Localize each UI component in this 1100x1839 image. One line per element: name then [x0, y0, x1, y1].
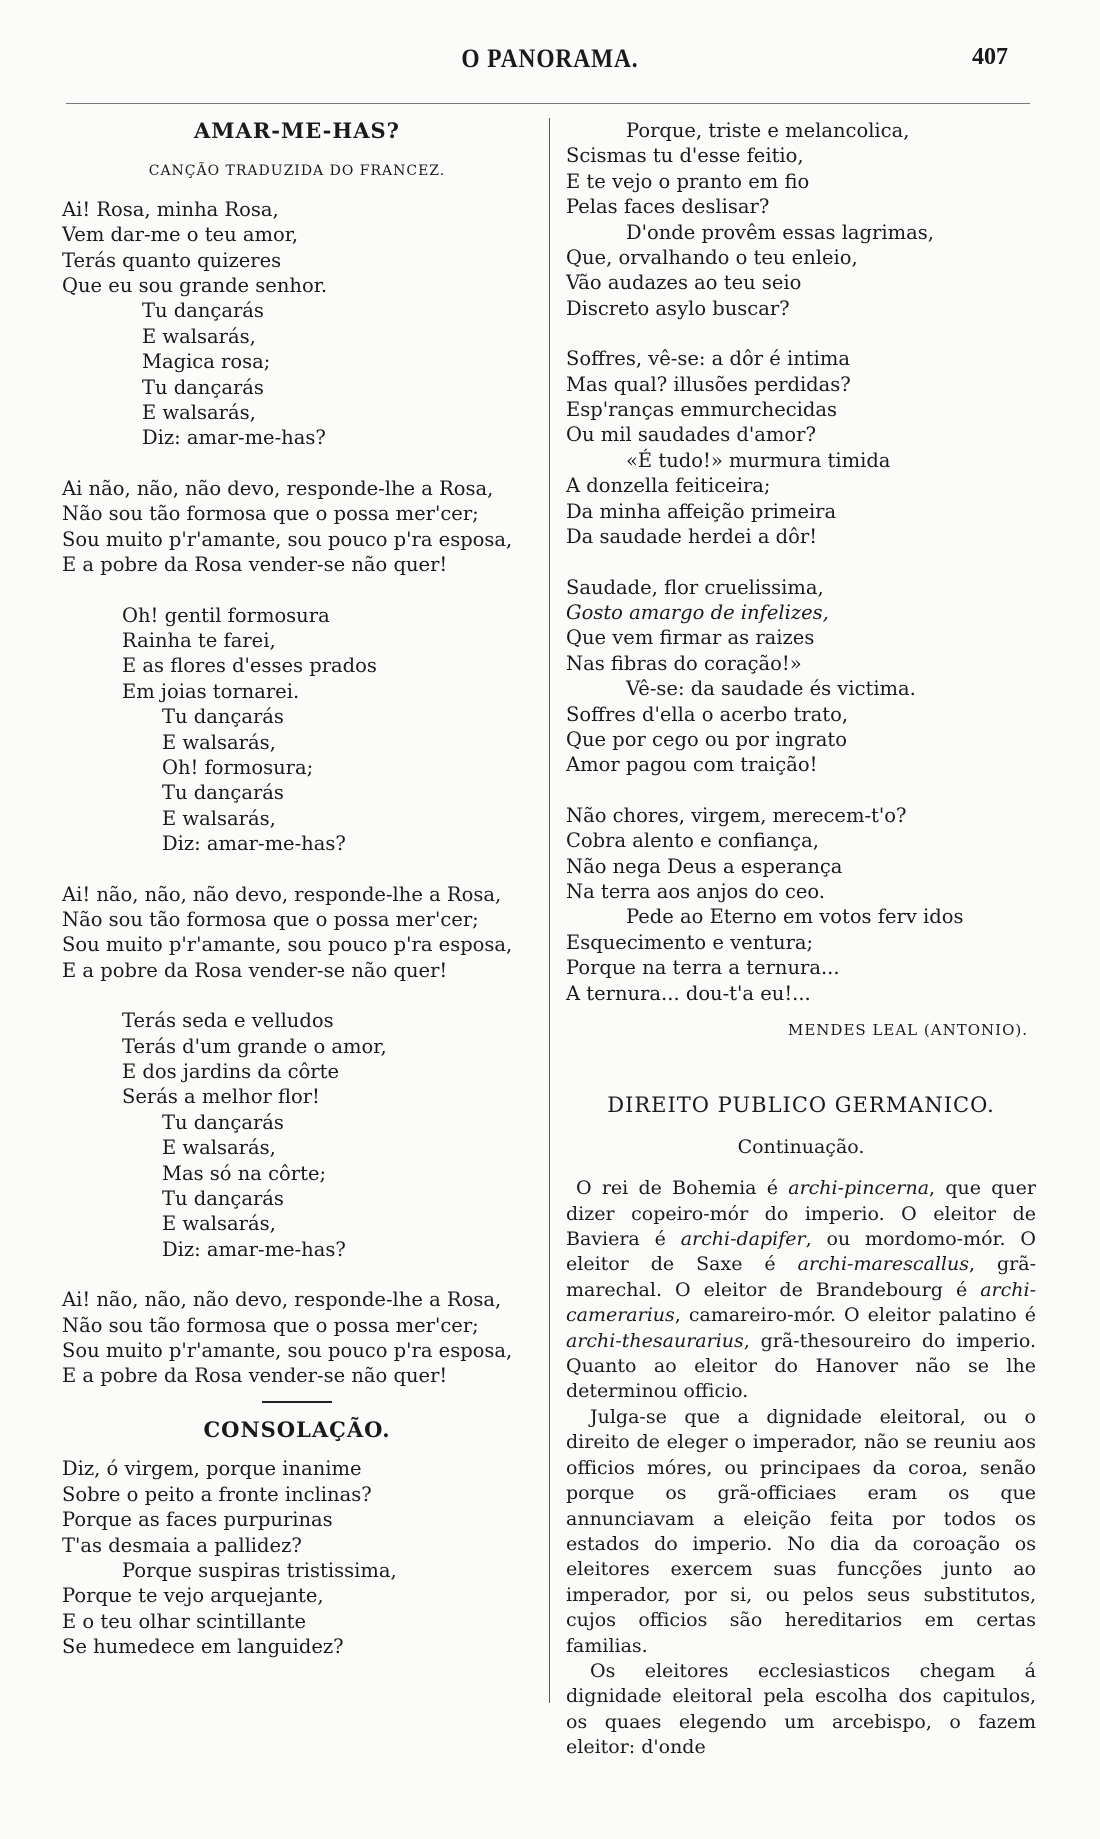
- verse-line: Pede ao Eterno em votos ferv idos: [626, 905, 964, 929]
- verse-line: Soffres d'ella o acerbo trato,: [566, 702, 849, 726]
- verse-line: Mas qual? illusões perdidas?: [566, 372, 851, 396]
- verse-line: Porque, triste e melancolica,: [626, 119, 910, 142]
- verse-line: Ai! Rosa, minha Rosa,: [62, 197, 279, 221]
- verse-line: Serás a melhor flor!: [122, 1085, 320, 1109]
- article-title: DIREITO PUBLICO GERMANICO.: [607, 1093, 995, 1118]
- column-divider: [549, 118, 550, 1703]
- latin-term: archi-camerarius: [566, 1278, 1036, 1327]
- verse-line: Scismas tu d'esse feitio,: [566, 144, 804, 168]
- verse-line: Porque as faces purpurinas: [62, 1508, 333, 1532]
- verse-line: E o teu olhar scintillante: [62, 1609, 307, 1633]
- stanza: [62, 1008, 532, 1262]
- running-title: O PANORAMA.: [461, 44, 639, 73]
- verse-line: E walsarás,: [162, 730, 276, 754]
- poem-title: AMAR-ME-HAS?: [194, 118, 400, 143]
- verse-line: Sobre o peito a fronte inclinas?: [62, 1482, 372, 1506]
- verse-line: Da saudade herdei a dôr!: [566, 525, 818, 549]
- verse-line: A donzella feiticeira;: [566, 474, 771, 498]
- article-body: [566, 1176, 1036, 1760]
- verse-line: Sou muito p'r'amante, sou pouco p'ra esposa,: [62, 1339, 513, 1363]
- verse-line: E a pobre da Rosa vender-se não quer!: [62, 958, 448, 982]
- article-paragraph: [566, 1176, 1036, 1405]
- poem-continuation: [566, 118, 1036, 1006]
- stanza: [566, 118, 1036, 321]
- verse-line: Sou muito p'r'amante, sou pouco p'ra esposa,: [62, 527, 513, 551]
- verse-line: Sou muito p'r'amante, sou pouco p'ra esposa,: [62, 933, 513, 957]
- verse-line: Porque te vejo arquejante,: [62, 1584, 324, 1608]
- verse-line: Em joias tornarei.: [122, 679, 300, 703]
- verse-line: E walsarás,: [162, 1212, 276, 1236]
- verse-line: E te vejo o pranto em fio: [566, 169, 810, 193]
- latin-term: archi-thesaurarius: [566, 1329, 744, 1352]
- verse-line: Saudade, flor cruelissima,: [566, 575, 824, 599]
- poem-body-consolacao: [62, 1456, 532, 1659]
- verse-line: Magica rosa;: [142, 350, 271, 374]
- verse-line: Tu dançarás: [162, 1187, 284, 1211]
- verse-line: Oh! formosura;: [162, 755, 314, 779]
- stanza: [62, 197, 532, 451]
- header-rule: [66, 103, 1030, 104]
- verse-line: E as flores d'esses prados: [122, 654, 377, 678]
- verse-line: Amor pagou com traição!: [566, 753, 818, 777]
- verse-line: Que, orvalhando o teu enleio,: [566, 246, 858, 270]
- verse-line: Cobra alento e confiança,: [566, 829, 819, 853]
- verse-line: Ai! não, não, não devo, responde-lhe a Rosa,: [62, 1288, 502, 1312]
- verse-line: Esp'ranças emmurchecidas: [566, 398, 838, 422]
- verse-line: «É tudo!» murmura timida: [626, 448, 891, 472]
- verse-line: Tu dançarás: [162, 1110, 284, 1134]
- section-rule: [262, 1401, 332, 1403]
- verse-line: Esquecimento e ventura;: [566, 930, 814, 954]
- text-run: O rei de Bohemia é: [576, 1177, 789, 1200]
- latin-term: archi-pincerna: [788, 1177, 930, 1200]
- article-paragraph: Julga-se que a dignidade eleitoral, ou o direito de eleger o imperador, não se reuniu aos officios móres, ou principaes da coroa, senão porque os grã-officiaes eram os que annunciavam a eleição feita por todos os estados do imperio. No dia da coroação os eleitores exercem suas funcções junto ao imperador, por si, ou pelos seus substitutos, cujos officios são hereditarios em certas familias.: [566, 1405, 1036, 1657]
- verse-line: Não sou tão formosa que o possa mer'cer;: [62, 1313, 479, 1337]
- text-run: , que quer dizer copeiro-mór do imperio. O eleitor de Baviera é: [566, 1177, 1036, 1251]
- verse-line: Vem dar-me o teu amor,: [62, 223, 299, 247]
- verse-line: Rainha te farei,: [122, 628, 276, 652]
- verse-line: Diz: amar-me-has?: [162, 832, 346, 856]
- verse-line: E a pobre da Rosa vender-se não quer!: [62, 553, 448, 577]
- text-run: , camareiro-mór. O eleitor palatino é: [674, 1304, 1036, 1327]
- verse-line: Se humedece em languidez?: [62, 1635, 344, 1659]
- stanza: [62, 882, 532, 984]
- author-signature: MENDES LEAL (ANTONIO).: [787, 1021, 1028, 1039]
- verse-line: Na terra aos anjos do ceo.: [566, 879, 825, 903]
- verse-line: T'as desmaia a pallidez?: [62, 1533, 302, 1557]
- verse-line: Diz: amar-me-has?: [162, 1237, 346, 1261]
- verse-line: Tu dançarás: [162, 781, 284, 805]
- verse-line: E walsarás,: [142, 401, 256, 425]
- page-number: 407: [972, 44, 1008, 70]
- verse-line: Que eu sou grande senhor.: [62, 274, 328, 298]
- verse-line: Mas só na côrte;: [162, 1161, 327, 1185]
- right-column: [566, 118, 1036, 1761]
- page-header: [0, 44, 1100, 84]
- stanza: [62, 476, 532, 578]
- verse-line: Que vem firmar as raizes: [566, 626, 815, 650]
- verse-line: Terás quanto quizeres: [62, 248, 282, 272]
- verse-line: Pelas faces deslisar?: [566, 195, 770, 219]
- verse-line: Oh! gentil formosura: [122, 603, 330, 627]
- verse-line: Porque suspiras tristissima,: [122, 1558, 397, 1582]
- verse-line: Soffres, vê-se: a dôr é intima: [566, 347, 850, 371]
- verse-line: Que por cego ou por ingrato: [566, 727, 847, 751]
- stanza: [62, 603, 532, 857]
- poem-title-consolacao: CONSOLAÇÃO.: [203, 1416, 391, 1442]
- verse-line: E walsarás,: [162, 1136, 276, 1160]
- article-subtitle: Continuação.: [737, 1135, 865, 1158]
- latin-term: archi-marescallus: [797, 1253, 969, 1276]
- verse-line: Não chores, virgem, merecem-t'o?: [566, 803, 907, 827]
- verse-line: Ai! não, não, não devo, responde-lhe a Rosa,: [62, 882, 502, 906]
- verse-line: Vão audazes ao teu seio: [566, 271, 802, 295]
- verse-line: Tu dançarás: [142, 299, 264, 323]
- text-run: , grã-thesoureiro do imperio. Quanto ao eleitor do Hanover não se lhe determinou officio.: [566, 1329, 1036, 1403]
- verse-line: Não sou tão formosa que o possa mer'cer;: [62, 502, 479, 526]
- verse-line: D'onde provêm essas lagrimas,: [626, 220, 934, 244]
- verse-line: Não sou tão formosa que o possa mer'cer;: [62, 907, 479, 931]
- article-paragraph: Os eleitores ecclesiasticos chegam á dignidade eleitoral pela escolha dos capitulos, os quaes elegendo um arcebispo, o fazem eleitor: d'onde: [566, 1659, 1036, 1759]
- stanza: [62, 1287, 532, 1389]
- verse-line: Tu dançarás: [162, 705, 284, 729]
- text-run: , grã-marechal. O eleitor de Brandebourg é: [566, 1253, 1036, 1301]
- text-run: , ou mordomo-mór. O eleitor de Saxe é: [566, 1228, 1037, 1276]
- verse-line: E walsarás,: [142, 324, 256, 348]
- verse-line: Da minha affeição primeira: [566, 499, 837, 523]
- left-column: [62, 118, 532, 1660]
- poem-body: [62, 197, 532, 1389]
- poem-subtitle: CANÇÃO TRADUZIDA DO FRANCEZ.: [148, 163, 446, 180]
- verse-line: Discreto asylo buscar?: [566, 296, 790, 320]
- verse-line: Gosto amargo de infelizes,: [566, 600, 829, 624]
- verse-line: E dos jardins da côrte: [122, 1060, 340, 1083]
- verse-line: Nas fibras do coração!»: [566, 651, 802, 675]
- verse-line: E a pobre da Rosa vender-se não quer!: [62, 1364, 448, 1388]
- verse-line: Terás d'um grande o amor,: [122, 1034, 387, 1058]
- verse-line: Tu dançarás: [142, 375, 264, 399]
- verse-line: A ternura... dou-t'a eu!...: [566, 981, 811, 1005]
- verse-line: Ou mil saudades d'amor?: [566, 423, 816, 447]
- stanza: [566, 575, 1036, 778]
- verse-line: Diz, ó virgem, porque inanime: [62, 1457, 362, 1481]
- verse-line: Ai não, não, não devo, responde-lhe a Rosa,: [62, 476, 494, 500]
- latin-term: archi-dapifer: [680, 1228, 806, 1251]
- verse-line: Terás seda e velludos: [122, 1009, 334, 1033]
- verse-line: Não nega Deus a esperança: [566, 854, 843, 878]
- verse-line: Vê-se: da saudade és victima.: [626, 677, 916, 701]
- verse-line: Porque na terra a ternura...: [566, 956, 840, 980]
- verse-line: E walsarás,: [162, 806, 276, 830]
- stanza: [566, 803, 1036, 1006]
- verse-line: Diz: amar-me-has?: [142, 426, 326, 450]
- stanza: [566, 346, 1036, 549]
